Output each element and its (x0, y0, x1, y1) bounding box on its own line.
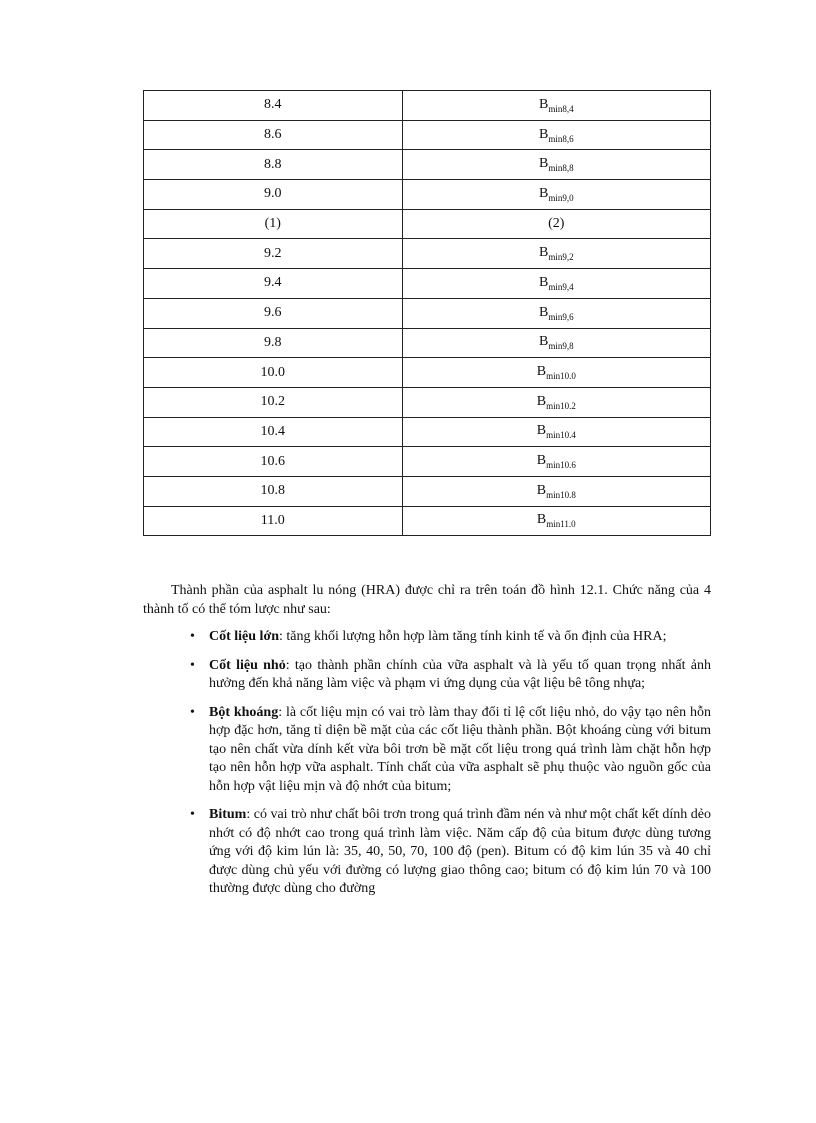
symbol-main: B (538, 334, 549, 350)
table-cell-value: 10.8 (144, 476, 403, 506)
table-cell-symbol (402, 298, 710, 328)
symbol-main: B (538, 96, 549, 112)
table-cell-symbol (402, 328, 710, 358)
table-row (144, 180, 711, 210)
table-row (144, 298, 711, 328)
table-row (144, 91, 711, 121)
symbol-subscript: min10.4 (546, 430, 576, 441)
data-table (143, 90, 711, 536)
bullet-icon: • (190, 807, 195, 822)
bullet-text: : có vai trò như chất bôi trơn trong quá trình đầm nén và như một chất kết dính dẻo nhớt có độ nhớt cao trong quá trình làm việc. Năm cấp độ của bitum được dùng tương ứng với độ kim lún là: 35, 40, 50, 70, 100 độ (pen). Bitum có độ kim lún 35 và 40 chỉ được dùng chủ yếu với đường có lượng giao thông cao; bitum có độ kim lún 70 và 100 thường được dùng cho đường (209, 807, 711, 896)
symbol-main: B (536, 423, 547, 439)
table-row (144, 387, 711, 417)
table-row (144, 239, 711, 269)
symbol-main: B (538, 304, 549, 320)
table-cell-value: 9.6 (144, 298, 403, 328)
bullet-term: Cốt liệu nhỏ (209, 657, 286, 673)
bullet-list (143, 628, 711, 899)
table-row (144, 358, 711, 388)
symbol-main: B (538, 245, 549, 261)
table-row (144, 417, 711, 447)
table-cell-symbol (402, 506, 710, 536)
symbol-main: B (538, 274, 549, 290)
table-cell-value: 8.4 (144, 91, 403, 121)
table-cell-value: 8.8 (144, 150, 403, 180)
bullet-item (143, 806, 711, 899)
bullet-item (143, 704, 711, 797)
table-cell-value: 10.2 (144, 387, 403, 417)
table-row (144, 120, 711, 150)
table-cell-value: 9.2 (144, 239, 403, 269)
symbol-subscript: min9,8 (548, 341, 574, 352)
symbol-subscript: min9,6 (548, 311, 574, 322)
table-cell-symbol (402, 91, 710, 121)
symbol-subscript: min10.6 (546, 460, 576, 471)
table-cell-value: 11.0 (144, 506, 403, 536)
table-cell-symbol (402, 447, 710, 477)
table-row (144, 328, 711, 358)
table-cell-value: 10.0 (144, 358, 403, 388)
bullet-icon: • (190, 629, 195, 644)
bullet-term: Cốt liệu lớn (209, 629, 279, 644)
symbol-main: B (536, 482, 547, 498)
bullet-icon: • (190, 704, 195, 720)
table-cell-symbol (402, 269, 710, 299)
table-cell-symbol (402, 358, 710, 388)
symbol-subscript: min10.8 (546, 489, 576, 500)
symbol-main: B (536, 364, 547, 380)
bullet-text: : tạo thành phần chính của vữa asphalt và là yếu tố quan trọng nhất ảnh hưởng đến khả năng làm việc và phạm vi ứng dụng của vật liệu bê tông nhựa; (209, 657, 712, 691)
table-row (144, 447, 711, 477)
table-body (144, 91, 711, 536)
symbol-main: B (538, 126, 549, 142)
symbol-main: B (538, 185, 549, 201)
table-cell-value: 9.8 (144, 328, 403, 358)
symbol-subscript: min8,8 (548, 163, 574, 174)
table-cell-value: 9.4 (144, 269, 403, 299)
table-cell-value: 10.4 (144, 417, 403, 447)
symbol-main: B (538, 156, 549, 172)
bullet-icon: • (190, 657, 195, 673)
table-row (144, 476, 711, 506)
bullet-term: Bitum (209, 807, 247, 822)
intro-paragraph: Thành phần của asphalt lu nóng (HRA) được chỉ ra trên toán đồ hình 12.1. Chức năng của 4 thành tố có thể tóm lược như sau: (143, 583, 711, 617)
symbol-subscript: min8,4 (548, 103, 574, 114)
symbol-main: B (536, 393, 547, 409)
bullet-text: : là cốt liệu mịn có vai trò làm thay đổi tỉ lệ cốt liệu nhỏ, do vậy tạo nên hỗn hợp đặc hơn, tăng tỉ diện bề mặt của các cốt liệu thành phần. Bột khoáng cùng với bitum tạo nên chất vừa dính kết vừa bôi trơn bề mặt cốt liệu trong quá trình làm chặt hỗn hợp tạo nên hỗn hợp vữa asphalt. Tính chất của vữa asphalt sẽ phụ thuộc vào nguồn gốc của hỗn hợp vật liệu mịn và độ nhớt của bitum; (209, 704, 711, 794)
symbol-subscript: min10.2 (546, 400, 576, 411)
table-cell-value: (1) (144, 209, 403, 239)
symbol-subscript: min9,0 (548, 192, 574, 203)
bullet-item (143, 628, 711, 647)
table-cell-symbol (402, 180, 710, 210)
table-row (144, 269, 711, 299)
bullet-text: : tăng khối lượng hỗn hợp làm tăng tính kinh tế và ổn định của HRA; (278, 629, 667, 644)
bullet-item (143, 657, 711, 694)
symbol-subscript: min8,6 (548, 133, 574, 144)
table-cell-symbol (402, 417, 710, 447)
bullet-term: Bột khoáng (209, 704, 279, 720)
table-cell-symbol (402, 150, 710, 180)
symbol-main: B (536, 512, 547, 528)
symbol-main: (2) (548, 216, 565, 232)
symbol-main: B (536, 453, 547, 469)
symbol-subscript: min10.0 (546, 371, 576, 382)
table-cell-symbol (402, 387, 710, 417)
table-cell-value: 10.6 (144, 447, 403, 477)
table-cell-symbol (402, 209, 710, 239)
table-cell-symbol (402, 239, 710, 269)
symbol-subscript: min9,4 (548, 281, 574, 292)
table-cell-symbol (402, 476, 710, 506)
symbol-subscript: min11.0 (546, 519, 576, 530)
table-row (144, 506, 711, 536)
table-cell-value: 8.6 (144, 120, 403, 150)
symbol-subscript: min9,2 (548, 252, 574, 263)
table-row (144, 150, 711, 180)
table-cell-symbol (402, 120, 710, 150)
table-cell-value: 9.0 (144, 180, 403, 210)
body-text (143, 582, 711, 909)
table-row (144, 209, 711, 239)
